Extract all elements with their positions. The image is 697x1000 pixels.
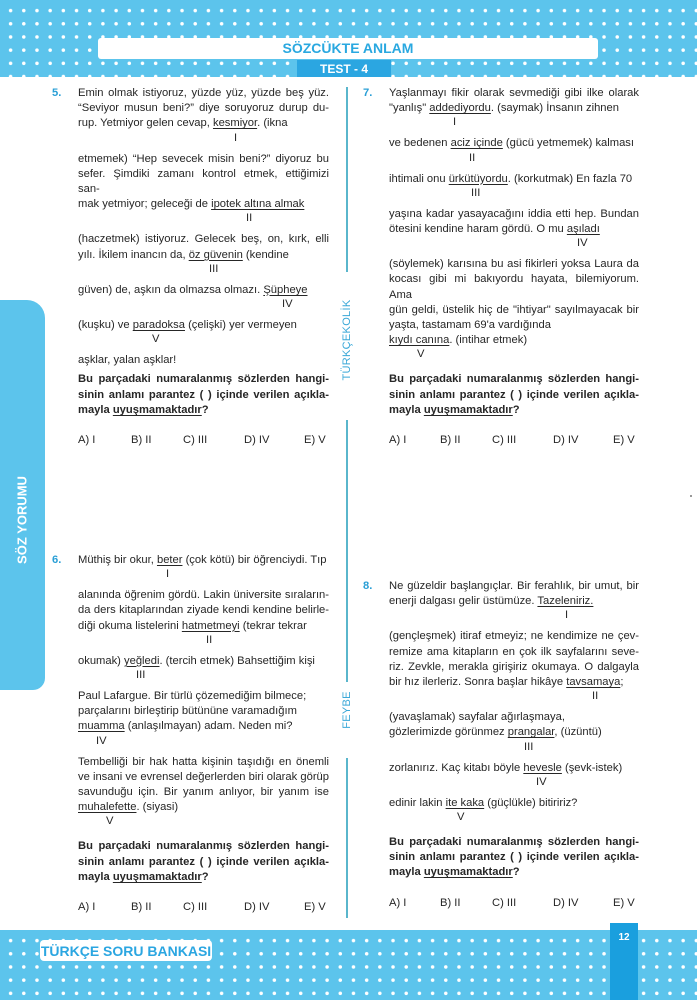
- text: (anlaşılmayan) adam. Neden mi?: [124, 720, 293, 733]
- option-d[interactable]: D) IV: [244, 901, 270, 914]
- text: . (siyasi): [136, 801, 179, 814]
- text-line: [389, 675, 639, 690]
- text: . (tercih etmek) Bahsettiğim kişi: [159, 654, 315, 667]
- roman-marker: IV: [536, 775, 547, 788]
- column-divider: [346, 87, 348, 272]
- roman-marker: V: [457, 811, 465, 824]
- text: ötesini kendine haram gördü. O mu: [389, 223, 567, 236]
- question-5: [52, 86, 329, 448]
- test-label: TEST - 4: [297, 60, 391, 77]
- roman-marker: III: [209, 262, 219, 275]
- roman-marker: IV: [96, 734, 107, 747]
- underlined-word-3: prangalar: [507, 726, 555, 739]
- answer-options: [389, 896, 639, 911]
- page-footer: [0, 930, 697, 1000]
- text-line: Emin olmak istiyoruz, yüzde yüz, yüzde beş yüz.: [78, 87, 329, 99]
- marker-row: [78, 735, 329, 755]
- stem-line: sinin anlamı parantez ( ) içinde verilen açıkla-: [78, 855, 329, 868]
- stem-line: Bu parçadaki numaralanmış sözlerden hangi-: [78, 373, 329, 386]
- text: ;: [620, 676, 624, 689]
- section-title: SÖZCÜKTE ANLAM: [98, 38, 598, 59]
- text-line: Tembelliği bir hak hatta kişinin taşıdığı en önemli: [78, 755, 329, 768]
- underlined-word-2: ipotek altına almak: [211, 198, 305, 211]
- text-line: (söylemek) karısına bu asi fikirleri yoksa Laura da: [389, 258, 639, 271]
- stem-line: Bu parçadaki numaralanmış sözlerden hangi-: [389, 836, 639, 849]
- page-header: [0, 0, 697, 77]
- stem-text: mayla: [78, 870, 113, 883]
- text: (kuşku) ve: [78, 319, 133, 332]
- option-e[interactable]: E) V: [304, 434, 326, 447]
- text: edinir lakin: [389, 796, 446, 809]
- option-b[interactable]: B) II: [440, 434, 461, 447]
- roman-marker: V: [152, 333, 160, 346]
- text-line: riz. Zevkle, merakla girişiriz okumaya. O dalgayla: [389, 660, 639, 673]
- underlined-word-2: hatmetmeyi: [181, 619, 240, 632]
- text: zorlanırız. Kaç kitabı böyle: [389, 761, 524, 774]
- marker-row: [389, 811, 639, 831]
- roman-marker: II: [592, 690, 599, 703]
- roman-marker: IV: [282, 298, 293, 311]
- roman-marker: I: [234, 131, 238, 144]
- option-d[interactable]: D) IV: [553, 896, 579, 909]
- text-line: [78, 654, 329, 669]
- text-line: [389, 761, 639, 776]
- question-number: 5.: [52, 87, 62, 99]
- answer-options: [78, 433, 329, 448]
- marker-row: [389, 609, 639, 629]
- underlined-word-4: aşıladı: [566, 223, 600, 236]
- marker-row: [78, 815, 329, 835]
- marker-row: [389, 116, 639, 136]
- stem-underlined: uyuşmamaktadır: [112, 403, 202, 416]
- stem-text: ?: [201, 403, 209, 416]
- stem-text: ?: [512, 403, 520, 416]
- text: yılı. İkilem inancın da,: [78, 248, 189, 261]
- text: . (intihar etmek): [449, 334, 528, 347]
- text-line: savunduğu için. Bir yanım anlıyor, bir yanım ise: [78, 786, 329, 799]
- text-line: [389, 136, 639, 151]
- question-8: [363, 579, 639, 911]
- speck: [690, 495, 692, 497]
- option-a[interactable]: A) I: [78, 434, 96, 447]
- option-c[interactable]: C) III: [183, 901, 208, 914]
- column-label-feybe: FEYBE: [341, 691, 353, 729]
- roman-marker: II: [469, 151, 476, 164]
- underlined-word-2: tavsamaya: [566, 676, 621, 689]
- text: diği okuma listelerini: [78, 619, 182, 632]
- text-line: [78, 553, 329, 568]
- text-line: [389, 172, 639, 187]
- stem-underlined: uyuşmamaktadır: [423, 403, 513, 416]
- text: gözlerimizde görünmez: [389, 726, 508, 739]
- option-d[interactable]: D) IV: [553, 434, 579, 447]
- text: "yanlış": [389, 102, 430, 115]
- text: (tekrar tekrar: [239, 619, 307, 632]
- option-e[interactable]: E) V: [304, 901, 326, 914]
- underlined-word-3: ürkütüyordu: [448, 172, 508, 185]
- text: . (korkutmak) En fazla 70: [507, 172, 633, 185]
- underlined-word-4: hevesle: [523, 761, 562, 774]
- text-line: da ders kitaplarından ziyade kendi kendine belirle-: [78, 604, 329, 617]
- text: güven) de, aşkın da olmazsa olmazı.: [78, 283, 264, 296]
- text-line: Paul Lafargue. Bir türlü çözemediğim bilmece;: [78, 690, 307, 703]
- underlined-word-1: Tazeleniriz.: [537, 595, 594, 608]
- stem-text: mayla: [389, 403, 424, 416]
- marker-row: [389, 152, 639, 172]
- marker-row: [78, 212, 329, 232]
- text-line: [389, 333, 639, 348]
- text-line: “Seviyor musun beni?” diye soruyoruz durup du-: [78, 102, 329, 115]
- roman-marker: I: [166, 568, 170, 581]
- stem-text: ?: [512, 866, 520, 879]
- option-b[interactable]: B) II: [131, 901, 152, 914]
- roman-marker: V: [417, 348, 425, 361]
- text-line: [78, 318, 329, 333]
- marker-row: [78, 333, 329, 353]
- roman-marker: I: [453, 116, 457, 129]
- text-line: [78, 800, 329, 815]
- marker-row: [78, 132, 329, 152]
- text-line: gün geldi, üstelik hiç de "ihtiyar" sayılmayacak bir: [389, 303, 639, 316]
- question-stem: [389, 835, 639, 881]
- question-number: 6.: [52, 554, 62, 566]
- text-line: alanında öğrenim gördü. Lakin üniversite sıraların-: [78, 589, 329, 602]
- option-c[interactable]: C) III: [492, 896, 517, 909]
- underlined-word-3: yeğledi: [124, 654, 160, 667]
- text: (şevk-istek): [561, 761, 623, 774]
- text-line: kocası gibi mi bakıyordu hayata, bilemiyorum. Ama: [389, 273, 639, 301]
- text: (çok kötü) bir öğrenciydi. Tıp: [182, 554, 327, 566]
- roman-marker: III: [136, 669, 146, 682]
- marker-row: [389, 690, 639, 710]
- text-line: [78, 619, 329, 634]
- text-line: parçalarını birleştirip bütününe varamadığım: [78, 705, 297, 718]
- underlined-word-1: addediyordu: [429, 102, 491, 115]
- text-line: (gençleşmek) itiraf etmeyiz; ne kendimize ne çev-: [389, 630, 639, 643]
- option-e[interactable]: E) V: [613, 434, 635, 447]
- text-line: (yavaşlamak) sayfalar ağırlaşmaya,: [389, 711, 565, 724]
- option-a[interactable]: A) I: [389, 896, 407, 909]
- text-line: yaşına kadar yasayacağını iddia etti hep. Bundan: [389, 207, 639, 220]
- text-line: [78, 116, 329, 131]
- roman-marker: I: [565, 609, 569, 622]
- underlined-word-5: ite kaka: [445, 796, 485, 809]
- underlined-word-5: kıydı canına: [389, 334, 450, 347]
- text: , (üzüntü): [554, 726, 602, 739]
- option-a[interactable]: A) I: [78, 901, 96, 914]
- roman-marker: II: [206, 633, 213, 646]
- roman-marker: III: [524, 740, 534, 753]
- text: . (ikna: [257, 117, 288, 130]
- marker-row: [78, 263, 329, 283]
- stem-line: sinin anlamı parantez ( ) içinde verilen açıkla-: [78, 388, 329, 401]
- option-a[interactable]: A) I: [389, 434, 407, 447]
- text-line: aşklar, yalan aşklar!: [78, 354, 177, 367]
- text-line: ve insani ve evrensel değerlerden biri olarak görüp: [78, 770, 329, 783]
- text-line: [78, 283, 329, 298]
- marker-row: [389, 237, 639, 257]
- text: . (saymak) İnsanın zihnen: [490, 102, 619, 115]
- underlined-word-3: öz güvenin: [188, 248, 243, 261]
- marker-row: [389, 776, 639, 796]
- underlined-word-1: kesmiyor: [212, 117, 258, 130]
- text: (çelişki) yer vermeyen: [184, 319, 297, 332]
- text: rup. Yetmiyor gelen cevap,: [78, 117, 213, 130]
- stem-line: Bu parçadaki numaralanmış sözlerden hangi-: [389, 373, 639, 386]
- text-line: [389, 101, 639, 116]
- text-line: [78, 719, 329, 734]
- stem-line: sinin anlamı parantez ( ) içinde verilen açıkla-: [389, 851, 639, 864]
- text-line: etmemek) “Hep sevecek misin beni?” diyoruz bu: [78, 152, 329, 165]
- stem-text: mayla: [389, 866, 424, 879]
- column-divider: [346, 420, 348, 682]
- answer-options: [389, 433, 639, 448]
- roman-marker: II: [246, 212, 253, 225]
- underlined-word-2: aciz içinde: [450, 137, 503, 150]
- question-number: 8.: [363, 580, 373, 592]
- option-c[interactable]: C) III: [183, 434, 208, 447]
- stem-text: mayla: [78, 403, 113, 416]
- text: okumak): [78, 654, 125, 667]
- text-line: [78, 197, 329, 212]
- marker-row: [389, 741, 639, 761]
- text: bir hız ilerleriz. Sonra başlar hikâye: [389, 676, 567, 689]
- text-line: Yaşlanmayı fikir olarak sevmediği gibi ilke olarak: [389, 87, 639, 99]
- roman-marker: III: [471, 186, 481, 199]
- option-b[interactable]: B) II: [131, 434, 152, 447]
- text: Müthiş bir okur,: [78, 554, 157, 566]
- text: ve bedenen: [389, 137, 451, 150]
- text: (kendine: [242, 248, 289, 261]
- text: (gücü yetmemek) kalması: [502, 137, 635, 150]
- marker-row: [78, 669, 329, 689]
- text: enerji dalgası gelir üstümüze.: [389, 595, 538, 608]
- column-divider: [346, 758, 348, 918]
- text: (güçlükle) bitiririz?: [484, 796, 578, 809]
- underlined-word-1: beter: [156, 554, 183, 566]
- question-number: 7.: [363, 87, 373, 99]
- stem-line: Bu parçadaki numaralanmış sözlerden hangi-: [78, 840, 329, 853]
- stem-underlined: uyuşmamaktadır: [423, 866, 513, 879]
- text: ihtimali onu: [389, 172, 449, 185]
- text-line: [389, 222, 639, 237]
- underlined-word-4: muamma: [78, 720, 125, 733]
- question-6: [52, 553, 329, 915]
- underlined-word-5: paradoksa: [132, 319, 185, 332]
- text-line: remize ama kitapların en çok ilk sayfalarını seve-: [389, 645, 639, 658]
- marker-row: [389, 187, 639, 207]
- text-line: [389, 725, 639, 740]
- question-stem: [78, 839, 329, 885]
- marker-row: [78, 634, 329, 654]
- underlined-word-4: Şüpheye: [263, 283, 308, 296]
- question-stem: [389, 372, 639, 418]
- roman-marker: IV: [577, 237, 588, 250]
- text-line: [389, 796, 639, 811]
- side-tab-label: SÖZ YORUMU: [14, 476, 30, 564]
- book-title: TÜRKÇE SORU BANKASI: [40, 940, 212, 961]
- text-line: [78, 248, 329, 263]
- option-b[interactable]: B) II: [440, 896, 461, 909]
- marker-row: [78, 568, 329, 588]
- text: mak yetmiyor; geleceği de: [78, 198, 212, 211]
- stem-text: ?: [201, 870, 209, 883]
- column-label-turkcekolik: TÜRKÇEKOLİK: [341, 299, 353, 381]
- stem-line: sinin anlamı parantez ( ) içinde verilen açıkla-: [389, 388, 639, 401]
- text-line: [389, 594, 639, 609]
- question-7: [363, 86, 639, 448]
- roman-marker: V: [106, 815, 114, 828]
- marker-row: [78, 298, 329, 318]
- text-line: sefer. Şimdiki zamanı kontrol etmek, ettiğimizi san-: [78, 167, 329, 196]
- marker-row: [389, 348, 639, 368]
- text-line: (haczetmek) istiyoruz. Gelecek beş, on, kırk, elli: [78, 233, 329, 246]
- stem-underlined: uyuşmamaktadır: [112, 870, 202, 883]
- text-line: Ne güzeldir başlangıçlar. Bir ferahlık, bir umut, bir: [389, 580, 639, 592]
- option-c[interactable]: C) III: [492, 434, 517, 447]
- page-number: 12: [610, 923, 638, 1000]
- text-line: yaşta, tastamam 69'a vardığında: [389, 319, 551, 332]
- underlined-word-5: muhalefette: [78, 801, 137, 814]
- answer-options: [78, 900, 329, 915]
- option-d[interactable]: D) IV: [244, 434, 270, 447]
- option-e[interactable]: E) V: [613, 896, 635, 909]
- question-stem: [78, 372, 329, 418]
